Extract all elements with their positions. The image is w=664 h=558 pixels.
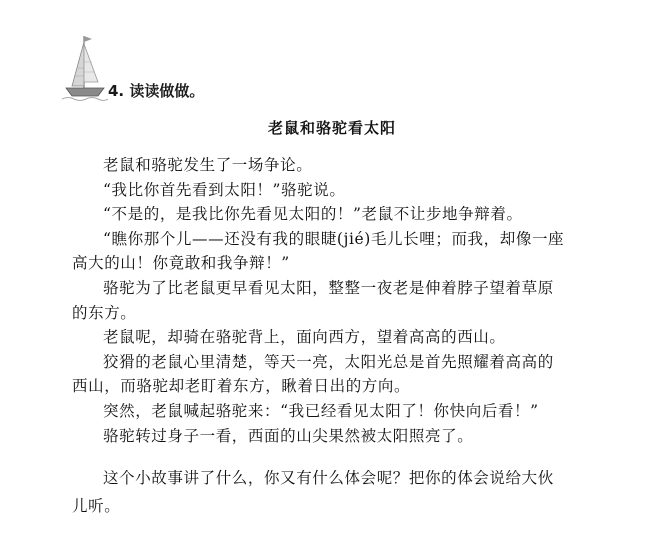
story-paragraph bbox=[72, 153, 604, 178]
story-paragraph bbox=[72, 202, 604, 227]
story-line: 骆驼转过身子一看，西面的山尖果然被太阳照亮了。 bbox=[103, 426, 474, 445]
story-line: 突然，老鼠喊起骆驼来：“我已经看见太阳了！你快向后看！” bbox=[103, 401, 539, 420]
story-line: 高大的山！你竟敢和我争辩！” bbox=[72, 254, 290, 273]
sailboat-icon bbox=[62, 32, 108, 102]
story-body bbox=[72, 153, 604, 448]
story-paragraph bbox=[72, 350, 604, 399]
question-line: 儿听。 bbox=[72, 497, 121, 515]
story-line: 的东方。 bbox=[72, 303, 137, 322]
story-line: 狡猾的老鼠心里清楚，等天一亮，太阳光总是首先照耀着高高的 bbox=[103, 352, 554, 371]
story-title: 老鼠和骆驼看太阳 bbox=[267, 119, 396, 137]
story-paragraph bbox=[72, 399, 604, 424]
story-paragraph bbox=[72, 325, 604, 350]
story-line: 骆驼为了比老鼠更早看见太阳，整整一夜老是伸着脖子望着草原 bbox=[103, 278, 554, 297]
question-line: 这个小故事讲了什么，你又有什么体会呢？把你的体会说给大伙 bbox=[103, 469, 554, 487]
story-line: 老鼠呢，却骑在骆驼背上，面向西方，望着高高的西山。 bbox=[103, 328, 506, 347]
exercise-label: 4. 读读做做。 bbox=[108, 82, 205, 100]
story-paragraph bbox=[72, 178, 604, 203]
story-paragraph bbox=[72, 227, 604, 276]
story-line: “不是的，是我比你先看见太阳的！”老鼠不让步地争辩着。 bbox=[103, 205, 523, 224]
exercise-header bbox=[62, 32, 362, 102]
story-line: 西山，而骆驼却老盯着东方，瞅着日出的方向。 bbox=[72, 377, 411, 396]
story-line: “我比你首先看到太阳！”骆驼说。 bbox=[103, 180, 346, 199]
story-line: “瞧你那个儿——还没有我的眼睫(jié)毛儿长哩；而我，却像一座 bbox=[103, 229, 565, 248]
story-line: 老鼠和骆驼发生了一场争论。 bbox=[103, 156, 313, 174]
story-paragraph bbox=[72, 424, 604, 449]
story-paragraph bbox=[72, 276, 604, 325]
discussion-question bbox=[72, 464, 612, 520]
